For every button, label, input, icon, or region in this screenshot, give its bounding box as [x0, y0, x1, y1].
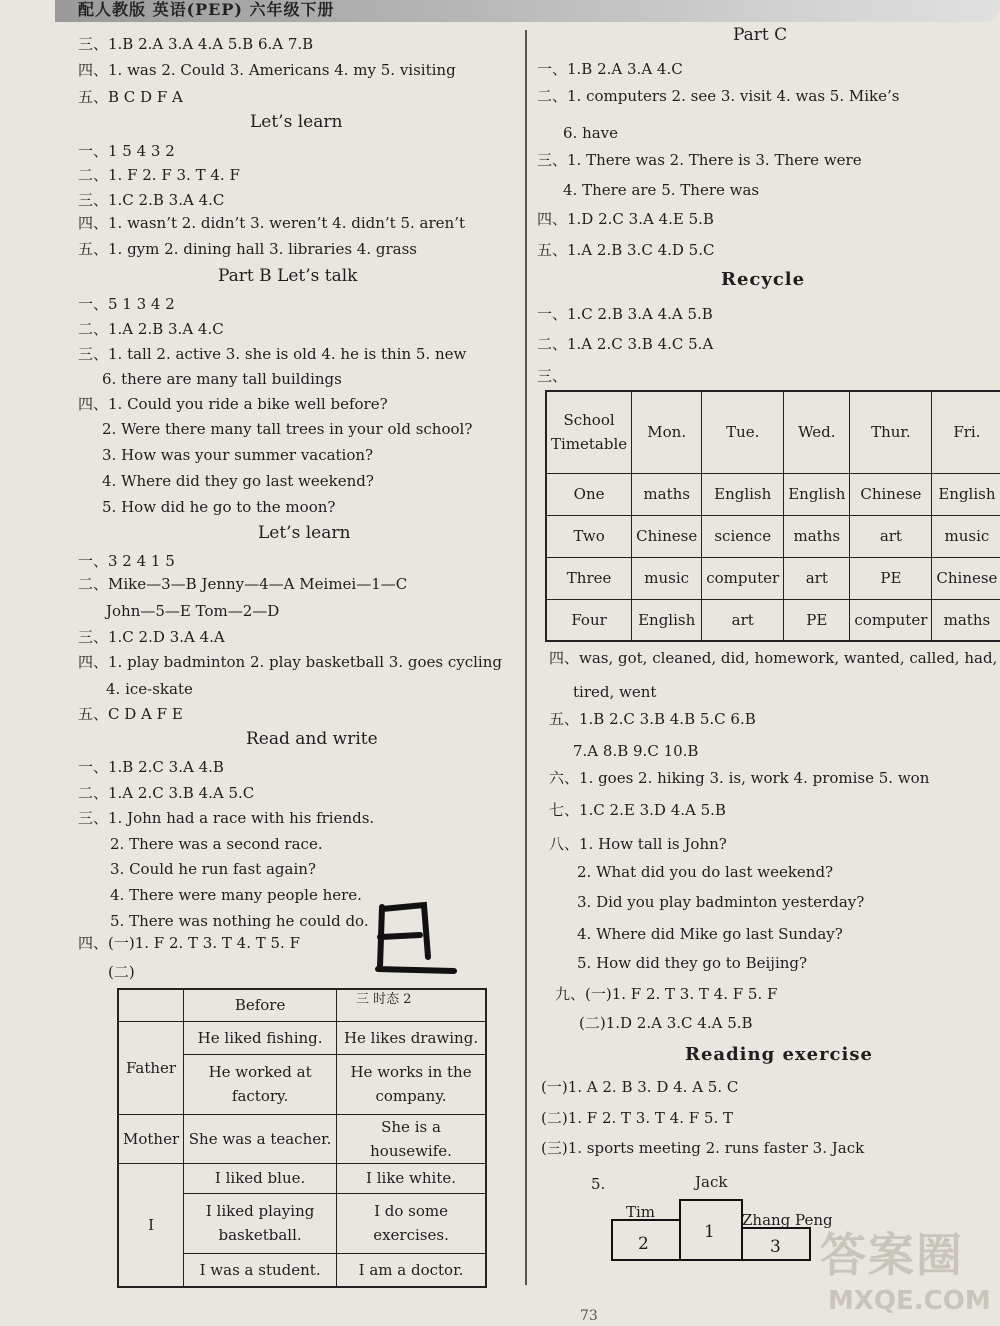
table-cell: He likes drawing.	[337, 1021, 486, 1054]
answer-line: 6. there are many tall buildings	[102, 370, 342, 388]
timetable-day: Wed.	[784, 391, 850, 473]
section-heading: Reading exercise	[685, 1044, 873, 1065]
answer-line: 五、C D A F E	[78, 705, 183, 723]
row-label: Father	[118, 1021, 184, 1114]
answer-line: 四、1. play badminton 2. play basketball 3. goes cycling	[78, 653, 502, 671]
answer-line: 2. What did you do last weekend?	[577, 863, 834, 881]
answer-line: 三、1. John had a race with his friends.	[78, 809, 375, 827]
answer-line: 5. There was nothing he could do.	[110, 912, 369, 930]
cell-text: I liked playing	[205, 1202, 315, 1220]
answer-line: 五、1. gym 2. dining hall 3. libraries 4. grass	[78, 240, 417, 258]
row-label: I	[118, 1163, 184, 1287]
answer-line: 九、(一)1. F 2. T 3. T 4. F 5. F	[555, 985, 778, 1003]
answer-line: 一、1.B 2.A 3.A 4.C	[537, 60, 683, 78]
table-cell	[118, 989, 184, 1021]
timetable-cell: art	[702, 599, 784, 641]
table-cell: I am a doctor.	[337, 1253, 486, 1287]
watermark-url: MXQE.COM	[828, 1286, 991, 1316]
timetable-day: Fri.	[932, 391, 1000, 473]
answer-line: 二、Mike—3—B Jenny—4—A Meimei—1—C	[78, 575, 408, 593]
timetable-cell: maths	[784, 515, 850, 557]
timetable-cell: art	[784, 557, 850, 599]
answer-line: tired, went	[573, 683, 657, 701]
cell-text: Timetable	[551, 435, 628, 454]
before-now-table	[117, 988, 487, 1288]
cell-text: factory.	[231, 1087, 289, 1105]
answer-line: 2. There was a second race.	[110, 835, 323, 853]
timetable-cell: art	[850, 515, 932, 557]
table-cell: I do some exercises.	[337, 1193, 486, 1253]
answer-line: 6. have	[563, 124, 619, 142]
table-cell: She is a housewife.	[337, 1114, 486, 1163]
section-heading: Part C	[733, 25, 788, 45]
podium-rank-2: 2	[638, 1234, 649, 1254]
answer-line: 四、1. wasn’t 2. didn’t 3. weren’t 4. didn’t 5. aren’t	[78, 214, 465, 232]
answer-line: 2. Were there many tall trees in your old school?	[102, 420, 473, 438]
header-title: 配人教版 英语(PEP) 六年级下册	[78, 0, 335, 19]
timetable-cell: Chinese	[932, 557, 1000, 599]
podium-rank-1: 1	[704, 1222, 715, 1242]
timetable-cell: English	[702, 473, 784, 515]
answer-line: 三、1. tall 2. active 3. she is old 4. he is thin 5. new	[78, 345, 467, 363]
table-cell: I was a student.	[184, 1253, 337, 1287]
answer-line: 四、1. was 2. Could 3. Americans 4. my 5. visiting	[78, 61, 456, 79]
answer-line: 二、1.A 2.B 3.A 4.C	[78, 320, 224, 338]
timetable-cell: English	[932, 473, 1000, 515]
timetable-cell: science	[702, 515, 784, 557]
table-header: Before	[184, 989, 337, 1021]
answer-line: 二、1. computers 2. see 3. visit 4. was 5. Mike’s	[537, 87, 900, 105]
answer-line: 二、1. F 2. F 3. T 4. F	[78, 166, 240, 184]
answer-line: (一)1. A 2. B 3. D 4. A 5. C	[541, 1078, 739, 1096]
timetable-cell: music	[632, 557, 702, 599]
handwritten-scribble	[372, 895, 487, 990]
answer-line: 5. How did he go to the moon?	[102, 498, 336, 516]
table-header	[337, 989, 486, 1021]
answer-line: 二、1.A 2.C 3.B 4.C 5.A	[537, 335, 714, 353]
answer-line: 4. ice-skate	[106, 680, 193, 698]
timetable-corner	[546, 391, 632, 473]
timetable-cell: Chinese	[850, 473, 932, 515]
section-heading: Let’s learn	[250, 112, 343, 132]
answer-line: 四、1. Could you ride a bike well before?	[78, 395, 388, 413]
section-heading: Let’s learn	[258, 523, 351, 543]
timetable-period: One	[546, 473, 632, 515]
table-cell: He liked fishing.	[184, 1021, 337, 1054]
answer-line: 一、3 2 4 1 5	[78, 552, 175, 570]
podium-rank-3: 3	[770, 1237, 781, 1257]
timetable-cell: English	[632, 599, 702, 641]
cell-text: He worked at	[208, 1063, 312, 1081]
timetable-cell: music	[932, 515, 1000, 557]
page-number: 73	[580, 1308, 598, 1324]
answer-line: 4. There are 5. There was	[563, 181, 760, 199]
answer-line: 4. There were many people here.	[110, 886, 362, 904]
timetable-cell: computer	[850, 599, 932, 641]
answer-line: 3. Did you play badminton yesterday?	[577, 893, 865, 911]
timetable-day: Tue.	[702, 391, 784, 473]
podium-name-tim: Tim	[626, 1203, 656, 1221]
timetable-period: Three	[546, 557, 632, 599]
timetable-cell: PE	[784, 599, 850, 641]
timetable-cell: English	[784, 473, 850, 515]
answer-line: 四、(一)1. F 2. T 3. T 4. T 5. F	[78, 934, 301, 952]
section-heading: Read and write	[246, 729, 378, 749]
answer-line: 七、1.C 2.E 3.D 4.A 5.B	[549, 801, 726, 819]
watermark-text: 答案圈	[820, 1228, 964, 1282]
answer-line: (三)1. sports meeting 2. runs faster 3. Jack	[541, 1139, 865, 1157]
cell-text: basketball.	[218, 1226, 302, 1244]
timetable-day: Mon.	[632, 391, 702, 473]
timetable-day: Thur.	[850, 391, 932, 473]
answer-line: (二)	[108, 963, 135, 981]
table-cell: She was a teacher.	[184, 1114, 337, 1163]
timetable-cell: computer	[702, 557, 784, 599]
answer-line: 五、1.B 2.C 3.B 4.B 5.C 6.B	[549, 710, 756, 728]
answer-line: 三、	[537, 367, 568, 385]
answer-line: 5.	[591, 1175, 606, 1193]
answer-line: 三、1.C 2.B 3.A 4.C	[78, 191, 225, 209]
answer-line: 六、1. goes 2. hiking 3. is, work 4. promise 5. won	[549, 769, 930, 787]
answer-line: 一、1 5 4 3 2	[78, 142, 175, 160]
table-cell	[184, 1193, 337, 1253]
table-cell: I like white.	[337, 1163, 486, 1193]
answer-line: 4. Where did they go last weekend?	[102, 472, 374, 490]
answer-line: 一、5 1 3 4 2	[78, 295, 175, 313]
cell-text: company.	[375, 1087, 447, 1105]
row-label: Mother	[118, 1114, 184, 1163]
answer-line: 一、1.B 2.C 3.A 4.B	[78, 758, 224, 776]
column-divider	[525, 30, 527, 1285]
answer-line: (二)1.D 2.A 3.C 4.A 5.B	[579, 1014, 753, 1032]
timetable-cell: maths	[632, 473, 702, 515]
answer-line: 一、1.C 2.B 3.A 4.A 5.B	[537, 305, 713, 323]
school-timetable	[545, 390, 1000, 642]
podium-name-zhang: Zhang Peng	[742, 1211, 833, 1229]
answer-line: John—5—E Tom—2—D	[106, 602, 280, 620]
table-cell	[337, 1054, 486, 1114]
answer-line: 3. How was your summer vacation?	[102, 446, 374, 464]
answer-line: 四、was, got, cleaned, did, homework, wanted, called, had,	[549, 649, 998, 667]
answer-line: 三、1. There was 2. There is 3. There were	[537, 151, 862, 169]
timetable-cell: Chinese	[632, 515, 702, 557]
timetable-cell: PE	[850, 557, 932, 599]
answer-line: 三、1.C 2.D 3.A 4.A	[78, 628, 225, 646]
answer-line: 四、1.D 2.C 3.A 4.E 5.B	[537, 210, 714, 228]
answer-line: 三、1.B 2.A 3.A 4.A 5.B 6.A 7.B	[78, 35, 314, 53]
answer-line: 7.A 8.B 9.C 10.B	[573, 742, 699, 760]
timetable-cell: maths	[932, 599, 1000, 641]
timetable-period: Four	[546, 599, 632, 641]
timetable-period: Two	[546, 515, 632, 557]
section-heading: Part B Let’s talk	[218, 266, 358, 286]
answer-line: 二、1.A 2.C 3.B 4.A 5.C	[78, 784, 255, 802]
answer-line: 五、B C D F A	[78, 88, 183, 106]
answer-line: (二)1. F 2. T 3. T 4. F 5. T	[541, 1109, 734, 1127]
cell-text: He works in the	[350, 1063, 472, 1081]
section-heading: Recycle	[721, 269, 806, 290]
watermark-logo	[820, 1228, 995, 1323]
handwritten-note: 三 时态 2	[356, 992, 412, 1007]
answer-line: 五、1.A 2.B 3.C 4.D 5.C	[537, 241, 715, 259]
answer-line: 3. Could he run fast again?	[110, 860, 316, 878]
answer-line: 5. How did they go to Beijing?	[577, 954, 808, 972]
answer-line: 八、1. How tall is John?	[549, 835, 727, 853]
table-cell: I liked blue.	[184, 1163, 337, 1193]
table-cell	[184, 1054, 337, 1114]
cell-text: School	[563, 411, 615, 430]
podium-name-jack: Jack	[695, 1173, 728, 1191]
answer-line: 4. Where did Mike go last Sunday?	[577, 925, 843, 943]
